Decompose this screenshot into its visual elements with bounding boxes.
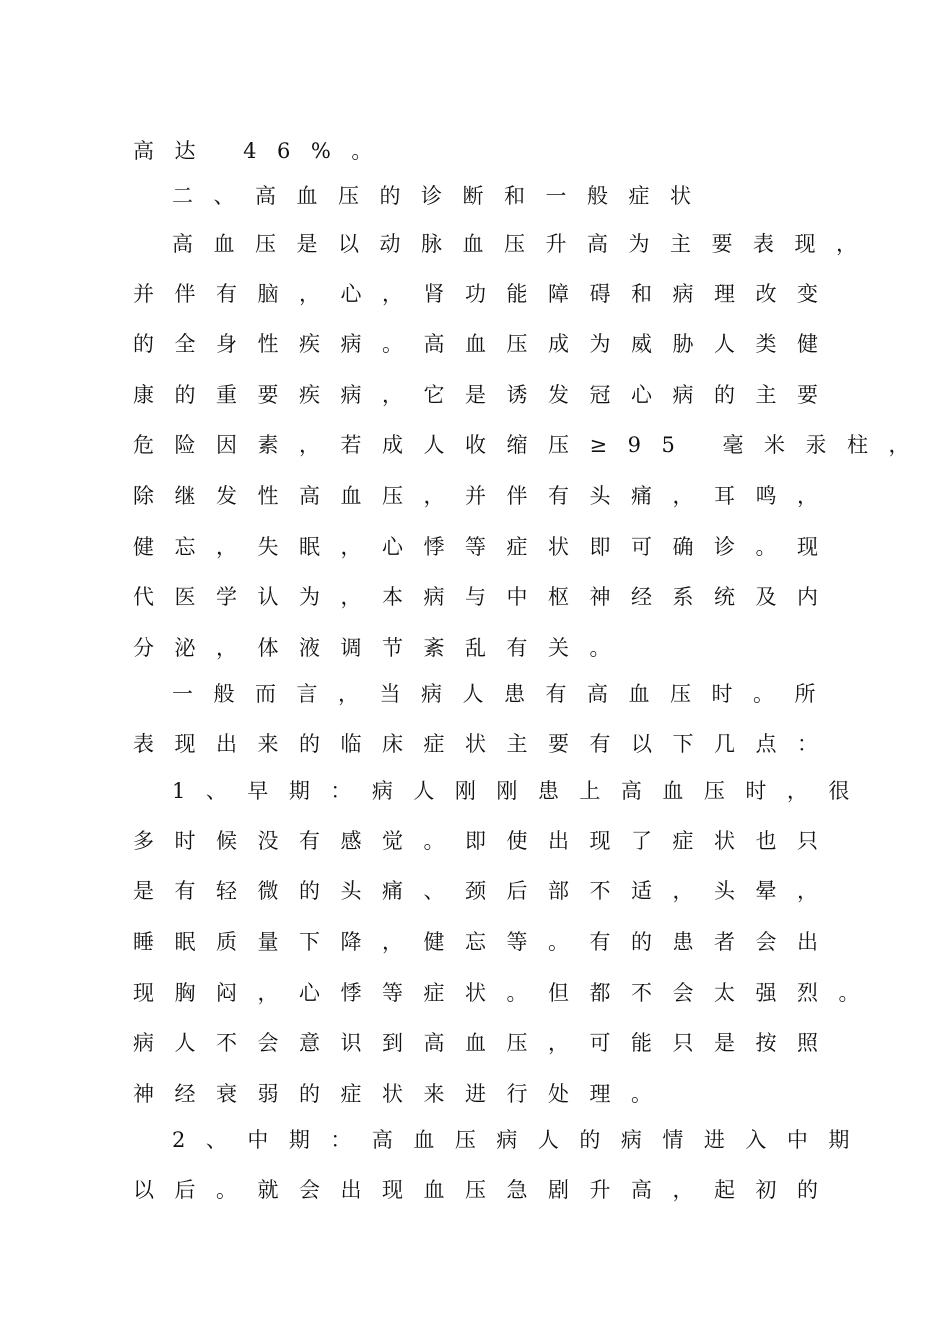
paragraph-first-line: 高血压是以动脉血压升高为主要表现，	[172, 232, 878, 256]
body-line: 分泌，体液调节紊乱有关。	[133, 636, 631, 660]
body-line: 神经衰弱的症状来进行处理。	[133, 1082, 673, 1106]
body-line: 康的重要疾病，它是诱发冠心病的主要	[133, 383, 839, 407]
paragraph-first-line: 一般而言，当病人患有高血压时。所	[172, 682, 836, 706]
body-line: 危险因素，若成人收缩压≥95 毫米汞柱，	[133, 433, 930, 457]
body-line: 以后。就会出现血压急剧升高，起初的	[133, 1178, 839, 1202]
body-line: 高达 46%。	[133, 139, 393, 163]
body-line: 睡眠质量下降，健忘等。有的患者会出	[133, 930, 839, 954]
body-line: 是有轻微的头痛、颈后部不适，头晕，	[133, 879, 839, 903]
paragraph-first-line: 1、早期：病人刚刚患上高血压时，很	[172, 779, 870, 803]
body-line: 多时候没有感觉。即使出现了症状也只	[133, 829, 839, 853]
body-line: 除继发性高血压，并伴有头痛，耳鸣，	[133, 484, 839, 508]
section-heading: 二、高血压的诊断和一般症状	[172, 184, 712, 208]
body-line: 表现出来的临床症状主要有以下几点：	[133, 732, 839, 756]
body-line: 病人不会意识到高血压，可能只是按照	[133, 1031, 839, 1055]
body-line: 现胸闷，心悸等症状。但都不会太强烈。	[133, 981, 880, 1005]
body-line: 并伴有脑，心，肾功能障碍和病理改变	[133, 282, 839, 306]
body-line: 的全身性疾病。高血压成为威胁人类健	[133, 332, 839, 356]
paragraph-first-line: 2、中期：高血压病人的病情进入中期	[172, 1128, 870, 1152]
body-line: 代医学认为，本病与中枢神经系统及内	[133, 585, 839, 609]
body-line: 健忘，失眠，心悸等症状即可确诊。现	[133, 535, 839, 559]
